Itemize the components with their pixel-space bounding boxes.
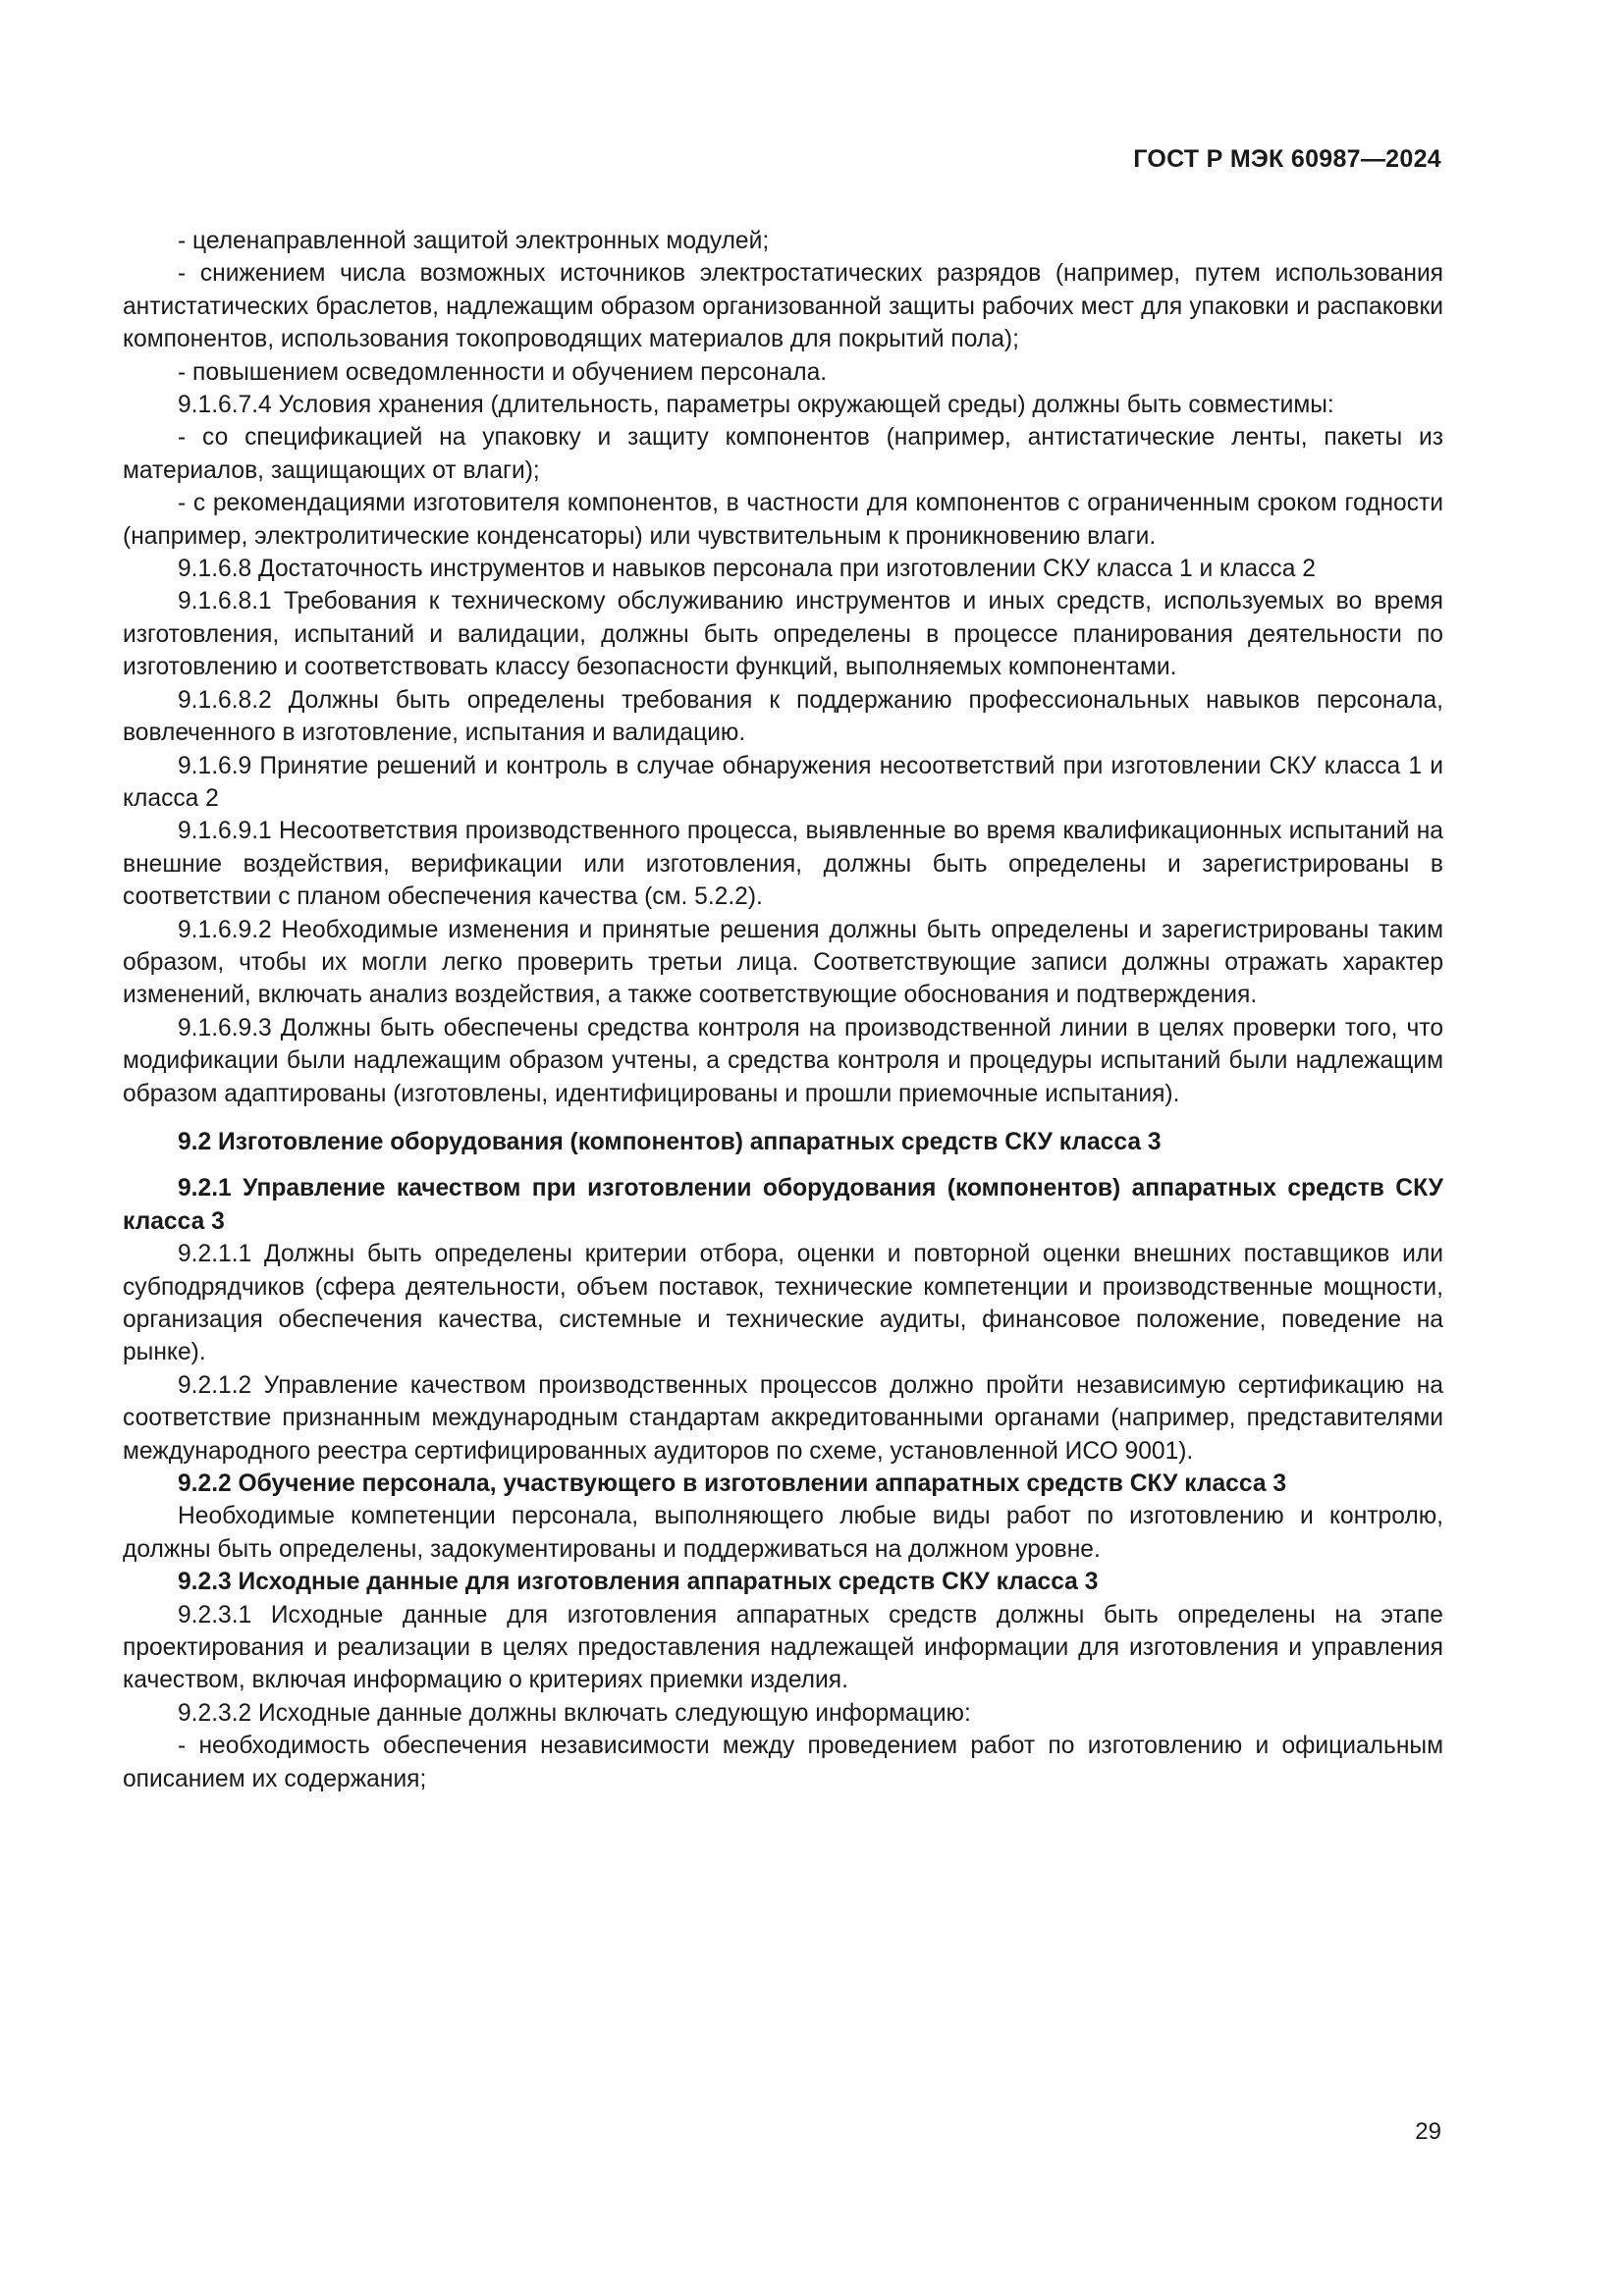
subsection-heading: 9.2.1 Управление качеством при изготовлении оборудования (компонентов) аппаратных средств СКУ класса 3 bbox=[123, 1175, 1443, 1235]
clause-paragraph: 9.2.1.1 Должны быть определены критерии отбора, оценки и повторной оценки внешних поставщиков или субподрядчиков (сфера деятельности, объем поставок, технические компетенции и производственные мощности, организация обеспечения качества, системные и технические аудиты, финансовое положение, поведение на рынке). bbox=[123, 1241, 1443, 1366]
clause-paragraph: 9.1.6.9.1 Несоответствия производственного процесса, выявленные во время квалификационных испытаний на внешние воздействия, верификации или изготовления, должны быть определены и зарегистрированы в соответствии с планом обеспечения качества (см. 5.2.2). bbox=[123, 818, 1443, 911]
clause-paragraph: 9.2.3.1 Исходные данные для изготовления аппаратных средств должны быть определены на этапе проектирования и реализации в целях предоставления надлежащей информации для изготовления и управления качеством, включая информацию о критериях приемки изделия. bbox=[123, 1601, 1443, 1694]
clause-paragraph: 9.2.1.2 Управление качеством производственных процессов должно пройти независимую сертификацию на соответствие признанным международным стандартам аккредитованными органами (например, представителями международного реестра сертифицированных аудиторов по схеме, установленной ИСО 9001). bbox=[123, 1371, 1443, 1465]
subsection-heading: 9.2.3 Исходные данные для изготовления аппаратных средств СКУ класса 3 bbox=[178, 1569, 1099, 1596]
clause-paragraph: 9.1.6.8.2 Должны быть определены требования к поддержанию профессиональных навыков персонала, вовлеченного в изготовление, испытания и валидацию. bbox=[123, 686, 1443, 747]
clause-paragraph: 9.1.6.9.3 Должны быть обеспечены средства контроля на производственной линии в целях проверки того, что модификации были надлежащим образом учтены, а средства контроля и процедуры испытаний были надлежащим образом адаптированы (изготовлены, идентифицированы и прошли приемочные испытания). bbox=[123, 1014, 1443, 1107]
document-body bbox=[123, 225, 1443, 1795]
list-item: - повышением осведомленности и обучением персонала. bbox=[178, 358, 828, 386]
list-item: - со спецификацией на упаковку и защиту компонентов (например, антистатические ленты, пакеты из материалов, защищающих от влаги); bbox=[123, 424, 1443, 484]
subsection-heading: 9.2.2 Обучение персонала, участвующего в изготовлении аппаратных средств СКУ класса 3 bbox=[178, 1470, 1287, 1498]
list-item: - снижением числа возможных источников электростатических разрядов (например, путем использования антистатических браслетов, надлежащим образом организованной защиты рабочих мест для упаковки и распаковки компонентов, использования токопроводящих материалов для покрытий пола); bbox=[123, 260, 1443, 353]
document-header: ГОСТ Р МЭК 60987—2024 bbox=[1133, 145, 1441, 173]
list-item: - с рекомендациями изготовителя компонентов, в частности для компонентов с ограниченным сроком годности (например, электролитические конденсаторы) или чувствительным к проникновению влаги. bbox=[123, 490, 1443, 550]
clause-paragraph: 9.1.6.7.4 Условия хранения (длительность, параметры окружающей среды) должны быть совместимы: bbox=[178, 392, 1334, 419]
clause-paragraph: 9.2.3.2 Исходные данные должны включать следующую информацию: bbox=[178, 1699, 971, 1727]
clause-paragraph: 9.1.6.9 Принятие решений и контроль в случае обнаружения несоответствий при изготовлении СКУ класса 1 и класса 2 bbox=[123, 752, 1443, 812]
page-number: 29 bbox=[1415, 2118, 1441, 2145]
list-item: - целенаправленной защитой электронных модулей; bbox=[178, 228, 770, 254]
clause-paragraph: 9.1.6.8.1 Требования к техническому обслуживанию инструментов и иных средств, используемых во время изготовления, испытаний и валидации, должны быть определены в процессе планирования деятельности по изготовлению и соответствовать классу безопасности функций, выполняемых компонентами. bbox=[123, 588, 1443, 681]
list-item: - необходимость обеспечения независимости между проведением работ по изготовлению и официальным описанием их содержания; bbox=[123, 1733, 1443, 1792]
clause-paragraph: 9.1.6.8 Достаточность инструментов и навыков персонала при изготовлении СКУ класса 1 и класса 2 bbox=[178, 556, 1316, 583]
clause-paragraph: Необходимые компетенции персонала, выполняющего любые виды работ по изготовлению и контролю, должны быть определены, задокументированы и поддерживаться на должном уровне. bbox=[123, 1503, 1443, 1563]
clause-paragraph: 9.1.6.9.2 Необходимые изменения и принятые решения должны быть определены и зарегистрированы таким образом, чтобы их могли легко проверить третьи лица. Соответствующие записи должны отражать характер изменений, включать анализ воздействия, а также соответствующие обоснования и подтверждения. bbox=[123, 916, 1443, 1009]
section-heading: 9.2 Изготовление оборудования (компонентов) аппаратных средств СКУ класса 3 bbox=[178, 1128, 1162, 1155]
